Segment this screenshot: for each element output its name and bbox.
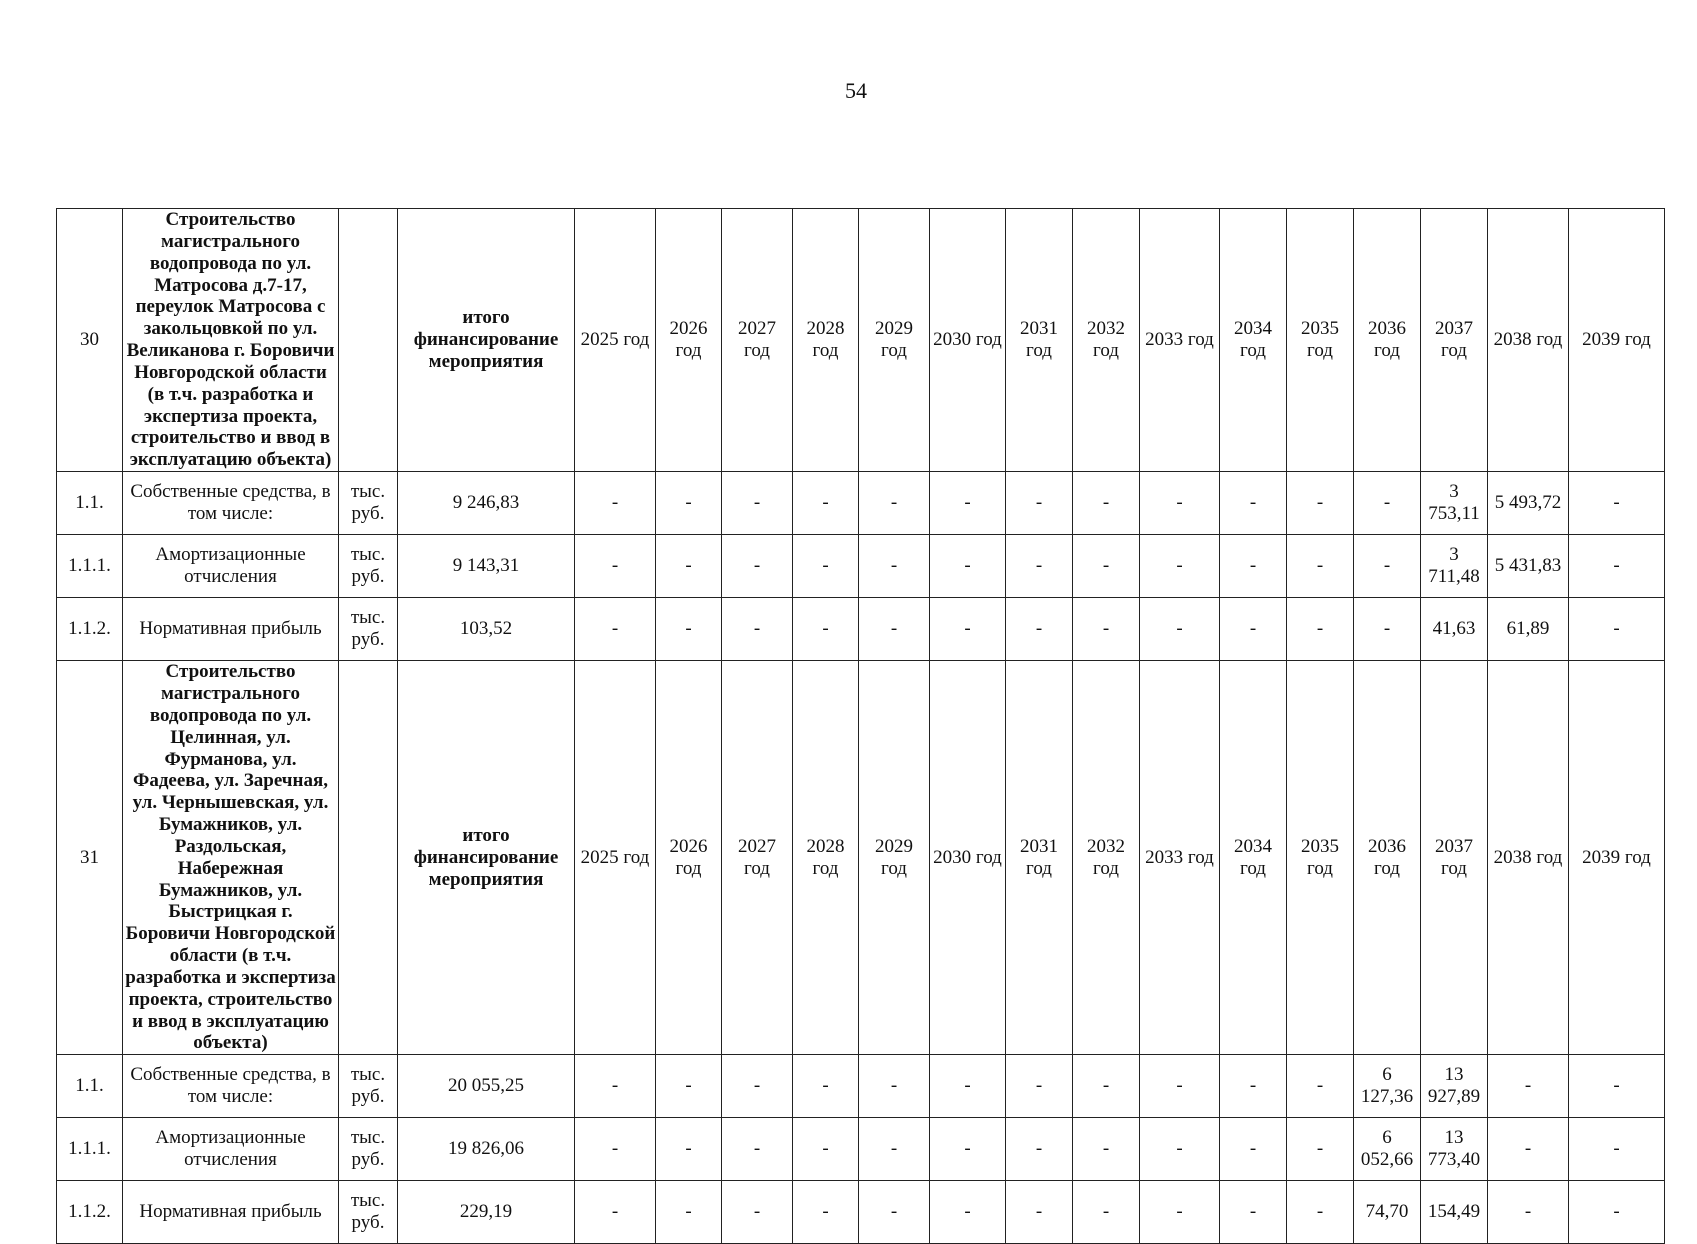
- year-header: 2028 год: [793, 661, 859, 1055]
- year-header: 2038 год: [1488, 209, 1569, 472]
- year-value: -: [1140, 598, 1220, 661]
- year-value: -: [1006, 598, 1073, 661]
- year-value: 13 927,89: [1421, 1055, 1488, 1118]
- section-title: Строительство магистрального водопровода по ул. Матросова д.7-17, переулок Матросова с закольцовкой по ул. Великанова г. Боровичи Новгородской области (в т.ч. разработка и экспертиза проекта, строительство и ввод в эксплуатацию объекта): [123, 209, 339, 472]
- row-name: Амортизационные отчисления: [123, 1118, 339, 1181]
- year-value: -: [1220, 472, 1287, 535]
- year-header: 2027 год: [722, 209, 793, 472]
- year-value: -: [793, 1055, 859, 1118]
- year-value: -: [859, 598, 930, 661]
- unit-header-empty: [339, 209, 398, 472]
- year-value: -: [1287, 535, 1354, 598]
- year-value: -: [1073, 535, 1140, 598]
- year-value: 41,63: [1421, 598, 1488, 661]
- year-value: -: [1140, 1118, 1220, 1181]
- year-value: 61,89: [1488, 598, 1569, 661]
- year-value: -: [1073, 598, 1140, 661]
- year-value: -: [793, 472, 859, 535]
- row-name: Собственные средства, в том числе:: [123, 1055, 339, 1118]
- year-value: -: [1220, 598, 1287, 661]
- row-total: 19 826,06: [398, 1118, 575, 1181]
- financing-table: [56, 208, 1665, 1244]
- year-value: -: [722, 1118, 793, 1181]
- row-number: 1.1.2.: [57, 1181, 123, 1244]
- year-value: -: [656, 1055, 722, 1118]
- year-value: -: [930, 1055, 1006, 1118]
- row-unit: тыс. руб.: [339, 1181, 398, 1244]
- year-header: 2027 год: [722, 661, 793, 1055]
- year-value: -: [575, 1118, 656, 1181]
- year-value: 3 753,11: [1421, 472, 1488, 535]
- row-name: Нормативная прибыль: [123, 598, 339, 661]
- year-value: -: [1220, 1118, 1287, 1181]
- row-unit: тыс. руб.: [339, 598, 398, 661]
- year-value: -: [1569, 598, 1665, 661]
- year-header: 2032 год: [1073, 661, 1140, 1055]
- year-value: 3 711,48: [1421, 535, 1488, 598]
- year-value: -: [793, 598, 859, 661]
- page-number: 54: [845, 78, 867, 103]
- row-name: Собственные средства, в том числе:: [123, 472, 339, 535]
- section-header-row: [57, 209, 1665, 472]
- row-number: 1.1.1.: [57, 1118, 123, 1181]
- year-value: -: [722, 535, 793, 598]
- year-value: -: [930, 598, 1006, 661]
- year-header: 2032 год: [1073, 209, 1140, 472]
- row-total: 229,19: [398, 1181, 575, 1244]
- year-value: -: [1569, 1055, 1665, 1118]
- year-value: -: [1140, 1181, 1220, 1244]
- total-financing-header: итого финансирование мероприятия: [398, 209, 575, 472]
- year-value: -: [1354, 472, 1421, 535]
- year-value: -: [1287, 472, 1354, 535]
- row-unit: тыс. руб.: [339, 472, 398, 535]
- year-header: 2031 год: [1006, 661, 1073, 1055]
- year-header: 2035 год: [1287, 661, 1354, 1055]
- section-number: 31: [57, 661, 123, 1055]
- year-value: -: [1569, 1181, 1665, 1244]
- year-value: -: [1488, 1055, 1569, 1118]
- row-number: 1.1.: [57, 472, 123, 535]
- row-unit: тыс. руб.: [339, 1055, 398, 1118]
- year-header: 2033 год: [1140, 661, 1220, 1055]
- row-total: 9 143,31: [398, 535, 575, 598]
- row-name: Амортизационные отчисления: [123, 535, 339, 598]
- year-value: 5 493,72: [1488, 472, 1569, 535]
- year-header: 2030 год: [930, 661, 1006, 1055]
- section-number: 30: [57, 209, 123, 472]
- section-header-row: [57, 661, 1665, 1055]
- year-header: 2029 год: [859, 209, 930, 472]
- year-value: -: [859, 535, 930, 598]
- year-value: -: [930, 535, 1006, 598]
- row-name: Нормативная прибыль: [123, 1181, 339, 1244]
- year-value: 74,70: [1354, 1181, 1421, 1244]
- year-header: 2030 год: [930, 209, 1006, 472]
- year-value: -: [1006, 535, 1073, 598]
- table-row: [57, 472, 1665, 535]
- row-number: 1.1.: [57, 1055, 123, 1118]
- year-value: -: [793, 1118, 859, 1181]
- table-row: [57, 535, 1665, 598]
- row-unit: тыс. руб.: [339, 535, 398, 598]
- year-value: -: [575, 472, 656, 535]
- row-number: 1.1.1.: [57, 535, 123, 598]
- year-value: -: [722, 1181, 793, 1244]
- year-value: -: [656, 1118, 722, 1181]
- year-value: -: [859, 1118, 930, 1181]
- year-value: -: [722, 598, 793, 661]
- year-value: -: [1569, 535, 1665, 598]
- year-value: -: [1220, 535, 1287, 598]
- year-value: -: [656, 472, 722, 535]
- year-value: -: [930, 1181, 1006, 1244]
- year-header: 2026 год: [656, 661, 722, 1055]
- year-header: 2039 год: [1569, 661, 1665, 1055]
- year-value: -: [859, 1181, 930, 1244]
- year-value: -: [930, 472, 1006, 535]
- year-value: -: [1006, 1055, 1073, 1118]
- year-value: -: [1220, 1181, 1287, 1244]
- row-number: 1.1.2.: [57, 598, 123, 661]
- year-value: -: [656, 535, 722, 598]
- year-value: -: [656, 598, 722, 661]
- section-title: Строительство магистрального водопровода по ул. Целинная, ул. Фурманова, ул. Фадеева, ул. Заречная, ул. Чернышевская, ул. Бумажников, ул. Раздольская, Набережная Бумажников, ул. Быстрицкая г. Боровичи Новгородской области (в т.ч. разработка и экспертиза проекта, строительство и ввод в эксплуатацию объекта): [123, 661, 339, 1055]
- year-header: 2036 год: [1354, 209, 1421, 472]
- year-value: -: [1073, 472, 1140, 535]
- year-header: 2025 год: [575, 661, 656, 1055]
- row-total: 20 055,25: [398, 1055, 575, 1118]
- year-header: 2038 год: [1488, 661, 1569, 1055]
- year-header: 2031 год: [1006, 209, 1073, 472]
- year-value: -: [1354, 535, 1421, 598]
- year-value: -: [1140, 472, 1220, 535]
- year-value: -: [859, 1055, 930, 1118]
- year-value: -: [575, 1055, 656, 1118]
- year-value: -: [793, 535, 859, 598]
- year-value: -: [1073, 1181, 1140, 1244]
- year-value: -: [1569, 472, 1665, 535]
- year-value: 6 127,36: [1354, 1055, 1421, 1118]
- row-total: 103,52: [398, 598, 575, 661]
- table-row: [57, 1181, 1665, 1244]
- year-value: -: [575, 535, 656, 598]
- total-financing-header: итого финансирование мероприятия: [398, 661, 575, 1055]
- table-row: [57, 598, 1665, 661]
- year-header: 2034 год: [1220, 661, 1287, 1055]
- year-value: -: [1073, 1055, 1140, 1118]
- year-header: 2034 год: [1220, 209, 1287, 472]
- year-header: 2033 год: [1140, 209, 1220, 472]
- year-value: -: [575, 598, 656, 661]
- year-header: 2039 год: [1569, 209, 1665, 472]
- year-value: -: [930, 1118, 1006, 1181]
- year-header: 2026 год: [656, 209, 722, 472]
- year-header: 2037 год: [1421, 661, 1488, 1055]
- year-value: -: [722, 472, 793, 535]
- row-unit: тыс. руб.: [339, 1118, 398, 1181]
- year-value: -: [656, 1181, 722, 1244]
- row-total: 9 246,83: [398, 472, 575, 535]
- year-value: -: [1488, 1181, 1569, 1244]
- year-value: -: [1287, 1118, 1354, 1181]
- year-value: 5 431,83: [1488, 535, 1569, 598]
- year-value: -: [1073, 1118, 1140, 1181]
- year-value: -: [1488, 1118, 1569, 1181]
- year-value: -: [1006, 1118, 1073, 1181]
- year-value: 6 052,66: [1354, 1118, 1421, 1181]
- year-header: 2029 год: [859, 661, 930, 1055]
- year-header: 2035 год: [1287, 209, 1354, 472]
- year-value: -: [1220, 1055, 1287, 1118]
- year-value: -: [1140, 535, 1220, 598]
- year-value: -: [1287, 598, 1354, 661]
- year-value: -: [1569, 1118, 1665, 1181]
- year-header: 2036 год: [1354, 661, 1421, 1055]
- year-header: 2028 год: [793, 209, 859, 472]
- year-value: -: [1006, 1181, 1073, 1244]
- year-header: 2037 год: [1421, 209, 1488, 472]
- year-value: 154,49: [1421, 1181, 1488, 1244]
- year-value: -: [859, 472, 930, 535]
- table-row: [57, 1055, 1665, 1118]
- year-value: -: [1006, 472, 1073, 535]
- year-value: -: [1287, 1055, 1354, 1118]
- year-value: -: [793, 1181, 859, 1244]
- year-value: 13 773,40: [1421, 1118, 1488, 1181]
- year-value: -: [575, 1181, 656, 1244]
- unit-header-empty: [339, 661, 398, 1055]
- year-value: -: [722, 1055, 793, 1118]
- table-row: [57, 1118, 1665, 1181]
- year-header: 2025 год: [575, 209, 656, 472]
- year-value: -: [1140, 1055, 1220, 1118]
- year-value: -: [1287, 1181, 1354, 1244]
- year-value: -: [1354, 598, 1421, 661]
